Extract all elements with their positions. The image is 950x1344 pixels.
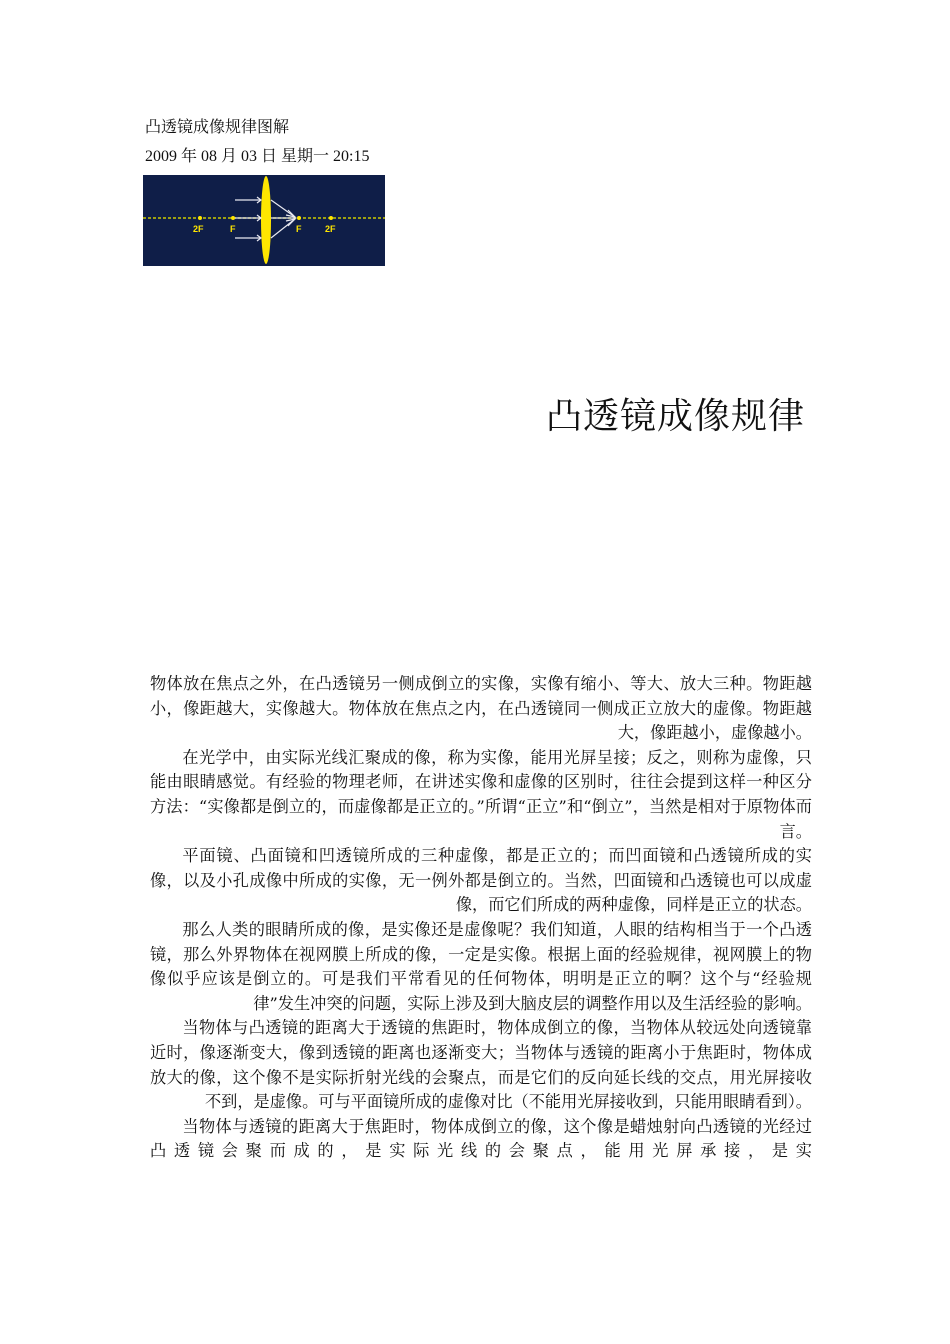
focal-point-2f-right bbox=[329, 216, 333, 220]
paragraph: 当物体与透镜的距离大于焦距时，物体成倒立的像，这个像是蜡烛射向凸透镜的光经过凸透镜会聚而成的，是实际光线的会聚点，能用光屏承接，是实 bbox=[150, 1116, 812, 1161]
focal-point-f-right bbox=[297, 216, 301, 220]
article-body bbox=[150, 672, 812, 1164]
label-f-left: F bbox=[230, 224, 236, 234]
label-2f-right: 2F bbox=[325, 224, 336, 234]
paragraph: 当物体与凸透镜的距离大于透镜的焦距时，物体成倒立的像，当物体从较远处向透镜靠近时，像逐渐变大，像到透镜的距离也逐渐变大；当物体与透镜的距离小于焦距时，物体成放大的像，这个像不是实际折射光线的会聚点，而是它们的反向延长线的交点，用光屏接收不到，是虚像。可与平面镜所成的虚像对比（不能用光屏接收到，只能用眼睛看到）。 bbox=[150, 1018, 812, 1112]
paragraph: 那么人类的眼睛所成的像，是实像还是虚像呢？我们知道，人眼的结构相当于一个凸透镜，那么外界物体在视网膜上所成的像，一定是实像。根据上面的经验规律，视网膜上的物像似乎应该是倒立的。可是我们平常看见的任何物体，明明是正立的啊？这个与“经验规律”发生冲突的问题，实际上涉及到大脑皮层的调整作用以及生活经验的影响。 bbox=[150, 919, 812, 1013]
focal-point-2f-left bbox=[198, 216, 202, 220]
article-heading: 凸透镜成像规律 bbox=[545, 396, 805, 437]
convex-lens bbox=[261, 176, 271, 264]
paragraph: 在光学中，由实际光线汇聚成的像，称为实像，能用光屏呈接；反之，则称为虚像，只能由眼睛感觉。有经验的物理老师，在讲述实像和虚像的区别时，往往会提到这样一种区分方法：“实像都是倒立的，而虚像都是正立的。”所谓“正立”和“倒立”，当然是相对于原物体而言。 bbox=[150, 747, 812, 841]
post-date: 2009 年 08 月 03 日 星期一 20:15 bbox=[145, 148, 370, 165]
focal-point-f-left bbox=[231, 216, 235, 220]
label-f-right: F bbox=[296, 224, 302, 234]
paragraph: 平面镜、凸面镜和凹透镜所成的三种虚像，都是正立的；而凹面镜和凸透镜所成的实像，以及小孔成像中所成的实像，无一例外都是倒立的。当然，凹面镜和凸透镜也可以成虚像，而它们所成的两种虚像，同样是正立的状态。 bbox=[150, 846, 812, 915]
label-2f-left: 2F bbox=[193, 224, 204, 234]
paragraph: 物体放在焦点之外，在凸透镜另一侧成倒立的实像，实像有缩小、等大、放大三种。物距越小，像距越大，实像越大。物体放在焦点之内，在凸透镜同一侧成正立放大的虚像。物距越大，像距越小，虚像越小。 bbox=[150, 674, 812, 743]
convex-lens-diagram bbox=[143, 175, 385, 266]
page-title: 凸透镜成像规律图解 bbox=[145, 117, 290, 136]
